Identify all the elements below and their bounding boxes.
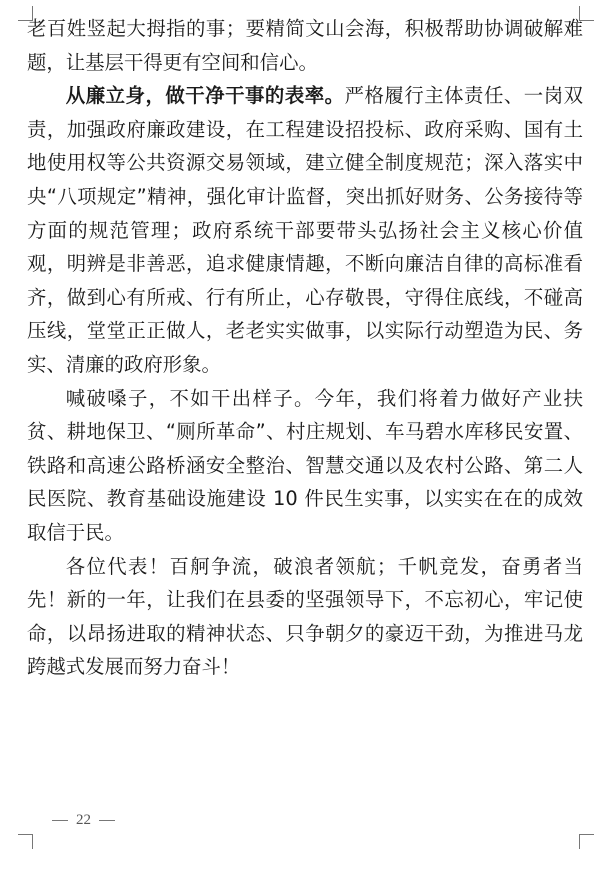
crop-mark-bottom-left [18, 834, 33, 849]
paragraph-text: 喊破嗓子，不如干出样子。今年，我们将着力做好产业扶贫、耕地保卫、“厕所革命”、村庄规划、车马碧水库移民安置、铁路和高速公路桥涵安全整治、智慧交通以及农村公路、第二人民医院、教育基础设施建设 10 件民生实事，以实实在在的成效取信于民。 [27, 386, 583, 544]
paragraph-text: 严格履行主体责任、一岗双责，加强政府廉政建设，在工程建设招投标、政府采购、国有土地使用权等公共资源交易领域，建立健全制度规范；深入落实中央“八项规定”精神，强化审计监督，突出抓好财务、公务接待等方面的规范管理；政府系统干部要带头弘扬社会主义核心价值观，明辨是非善恶，追求健康情趣，不断向廉洁自律的高标准看齐，做到心有所戒、行有所止，心存敬畏，守得住底线，不碰高压线，堂堂正正做人，老老实实做事，以实际行动塑造为民、务实、清廉的政府形象。 [27, 84, 584, 376]
crop-mark-bottom-right [579, 834, 594, 849]
page-number: 22 [76, 812, 91, 828]
paragraph [27, 12, 583, 79]
paragraph [27, 382, 583, 550]
page-footer [44, 812, 123, 829]
paragraph [27, 550, 583, 684]
footer-dash-left [52, 820, 68, 821]
paragraph-lead: 从廉立身，做干净干事的表率。 [65, 84, 345, 108]
paragraph [27, 79, 583, 381]
body-text [27, 12, 583, 684]
paragraph-text: 各位代表！百舸争流，破浪者领航；千帆竞发，奋勇者当先！新的一年，让我们在县委的坚强领导下，不忘初心，牢记使命，以昂扬进取的精神状态、只争朝夕的豪迈干劲，为推进马龙跨越式发展而努力奋斗！ [27, 554, 583, 679]
footer-dash-right [99, 820, 115, 821]
paragraph-text: 老百姓竖起大拇指的事；要精简文山会海，积极帮助协调破解难题，让基层干得更有空间和信心。 [27, 17, 583, 74]
